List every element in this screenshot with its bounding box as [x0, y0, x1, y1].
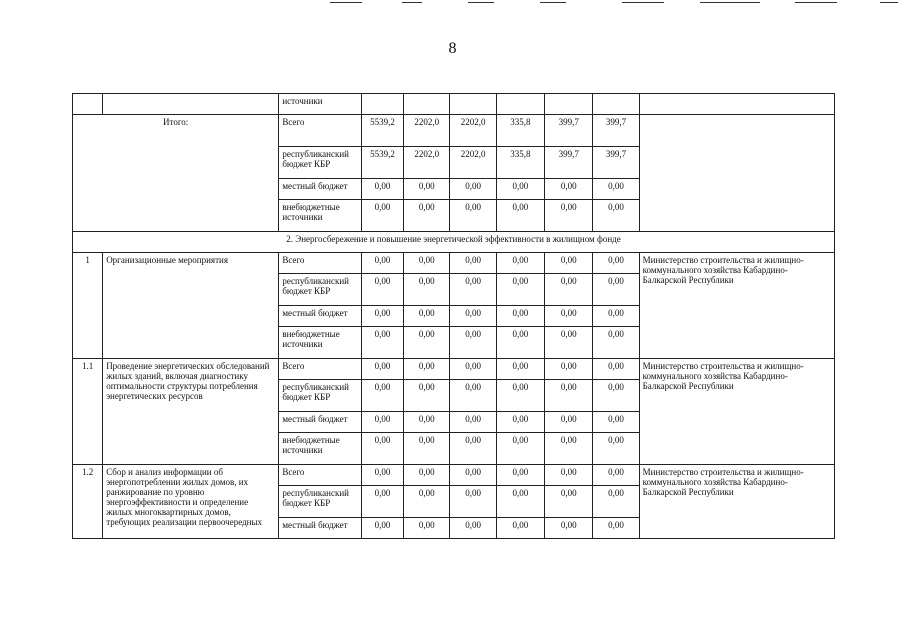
value-cell: 0,00: [361, 200, 403, 232]
section-title: 2. Энергосбережение и повышение энергетической эффективности в жилищном фонде: [73, 232, 835, 253]
value-cell: 0,00: [496, 380, 544, 412]
source-cell: внебюджетные источники: [279, 327, 362, 359]
executor-cell: [639, 94, 834, 115]
value-cell: 5539,2: [361, 115, 403, 147]
item-name: Организационные мероприятия: [103, 253, 279, 359]
executor-cell: Министерство строительства и жилищно-коммунального хозяйства Кабардино-Балкарской Республики: [639, 253, 834, 359]
source-cell: местный бюджет: [279, 179, 362, 200]
value-cell: 0,00: [450, 433, 496, 465]
value-cell: 0,00: [545, 306, 593, 327]
table-row: [73, 465, 835, 486]
value-cell: 0,00: [361, 179, 403, 200]
value-cell: 0,00: [496, 200, 544, 232]
value-cell: 0,00: [496, 327, 544, 359]
value-cell: 0,00: [450, 380, 496, 412]
value-cell: 0,00: [593, 465, 639, 486]
value-cell: 0,00: [545, 380, 593, 412]
value-cell: 0,00: [496, 253, 544, 274]
item-number: 1.2: [73, 465, 103, 539]
source-cell: Всего: [279, 465, 362, 486]
value-cell: 399,7: [545, 147, 593, 179]
value-cell: 0,00: [593, 518, 639, 539]
source-cell: внебюджетные источники: [279, 433, 362, 465]
value-cell: 0,00: [404, 274, 450, 306]
value-cell: 0,00: [361, 380, 403, 412]
value-cell: [404, 94, 450, 115]
value-cell: 0,00: [593, 486, 639, 518]
value-cell: 0,00: [450, 518, 496, 539]
value-cell: 0,00: [450, 412, 496, 433]
total-label: Итого:: [73, 115, 279, 232]
value-cell: 0,00: [404, 327, 450, 359]
value-cell: 0,00: [593, 380, 639, 412]
value-cell: 2202,0: [404, 115, 450, 147]
value-cell: 0,00: [545, 179, 593, 200]
value-cell: 0,00: [545, 412, 593, 433]
value-cell: 0,00: [450, 200, 496, 232]
value-cell: 0,00: [361, 412, 403, 433]
value-cell: 5539,2: [361, 147, 403, 179]
source-cell: Всего: [279, 359, 362, 380]
value-cell: 0,00: [545, 518, 593, 539]
value-cell: 0,00: [593, 359, 639, 380]
value-cell: 0,00: [361, 465, 403, 486]
value-cell: 0,00: [404, 465, 450, 486]
value-cell: 0,00: [496, 412, 544, 433]
value-cell: 0,00: [404, 412, 450, 433]
value-cell: 399,7: [545, 115, 593, 147]
section-row: [73, 232, 835, 253]
name-cell: [103, 94, 279, 115]
value-cell: [496, 94, 544, 115]
source-cell: республиканский бюджет КБР: [279, 486, 362, 518]
executor-cell: Министерство строительства и жилищно-коммунального хозяйства Кабардино-Балкарской Республики: [639, 359, 834, 465]
value-cell: 0,00: [593, 179, 639, 200]
table-row: [73, 253, 835, 274]
source-cell: республиканский бюджет КБР: [279, 274, 362, 306]
value-cell: 0,00: [361, 433, 403, 465]
program-table: [72, 93, 835, 539]
value-cell: 2202,0: [450, 115, 496, 147]
value-cell: 0,00: [361, 486, 403, 518]
value-cell: 0,00: [404, 380, 450, 412]
value-cell: 0,00: [361, 306, 403, 327]
value-cell: 0,00: [593, 274, 639, 306]
value-cell: [545, 94, 593, 115]
item-number: 1.1: [73, 359, 103, 465]
table-row: [73, 359, 835, 380]
value-cell: [593, 94, 639, 115]
source-cell: местный бюджет: [279, 518, 362, 539]
value-cell: 0,00: [404, 518, 450, 539]
value-cell: 0,00: [450, 274, 496, 306]
item-name: Проведение энергетических обследований жилых зданий, включая диагностику оптимальности структуры потребления энергетических ресурсов: [103, 359, 279, 465]
value-cell: 0,00: [545, 253, 593, 274]
value-cell: 0,00: [593, 433, 639, 465]
value-cell: 0,00: [545, 200, 593, 232]
value-cell: 0,00: [361, 253, 403, 274]
value-cell: 0,00: [593, 253, 639, 274]
source-cell: местный бюджет: [279, 412, 362, 433]
page-number: 8: [448, 40, 457, 57]
value-cell: 0,00: [361, 327, 403, 359]
value-cell: 0,00: [496, 465, 544, 486]
source-cell: Всего: [279, 115, 362, 147]
value-cell: 0,00: [404, 486, 450, 518]
value-cell: 0,00: [450, 253, 496, 274]
value-cell: 2202,0: [404, 147, 450, 179]
value-cell: 0,00: [593, 412, 639, 433]
value-cell: 399,7: [593, 115, 639, 147]
value-cell: [361, 94, 403, 115]
source-cell: источники: [279, 94, 362, 115]
value-cell: 0,00: [545, 359, 593, 380]
value-cell: 0,00: [361, 518, 403, 539]
value-cell: 0,00: [404, 200, 450, 232]
value-cell: 0,00: [404, 306, 450, 327]
top-scan-marks: [0, 0, 905, 10]
item-name: Сбор и анализ информации об энергопотреблении жилых домов, их ранжирование по уровню энергоэффективности и определение жилых многоквартирных домов, требующих реализации первоочередных: [103, 465, 279, 539]
value-cell: 335,8: [496, 115, 544, 147]
value-cell: 0,00: [496, 179, 544, 200]
value-cell: 0,00: [545, 433, 593, 465]
value-cell: 0,00: [450, 306, 496, 327]
source-cell: республиканский бюджет КБР: [279, 147, 362, 179]
value-cell: 0,00: [496, 274, 544, 306]
num-cell: [73, 94, 103, 115]
value-cell: 2202,0: [450, 147, 496, 179]
executor-cell: [639, 115, 834, 232]
value-cell: 0,00: [545, 465, 593, 486]
item-number: 1: [73, 253, 103, 359]
value-cell: 0,00: [404, 433, 450, 465]
value-cell: 0,00: [545, 486, 593, 518]
value-cell: 0,00: [545, 327, 593, 359]
source-cell: республиканский бюджет КБР: [279, 380, 362, 412]
value-cell: 0,00: [450, 359, 496, 380]
value-cell: 0,00: [450, 486, 496, 518]
value-cell: 0,00: [496, 433, 544, 465]
value-cell: 0,00: [496, 359, 544, 380]
source-cell: внебюджетные источники: [279, 200, 362, 232]
value-cell: 0,00: [545, 274, 593, 306]
source-cell: Всего: [279, 253, 362, 274]
value-cell: 0,00: [496, 486, 544, 518]
executor-cell: Министерство строительства и жилищно-коммунального хозяйства Кабардино-Балкарской Республики: [639, 465, 834, 539]
value-cell: 0,00: [361, 274, 403, 306]
value-cell: 0,00: [496, 518, 544, 539]
value-cell: 399,7: [593, 147, 639, 179]
table-row: [73, 115, 835, 147]
value-cell: 0,00: [450, 465, 496, 486]
value-cell: 0,00: [593, 306, 639, 327]
value-cell: 0,00: [450, 179, 496, 200]
value-cell: 0,00: [450, 327, 496, 359]
value-cell: 0,00: [593, 327, 639, 359]
source-cell: местный бюджет: [279, 306, 362, 327]
value-cell: [450, 94, 496, 115]
value-cell: 0,00: [404, 253, 450, 274]
value-cell: 0,00: [593, 200, 639, 232]
value-cell: 335,8: [496, 147, 544, 179]
value-cell: 0,00: [404, 179, 450, 200]
value-cell: 0,00: [361, 359, 403, 380]
value-cell: 0,00: [404, 359, 450, 380]
value-cell: 0,00: [496, 306, 544, 327]
table-row: [73, 94, 835, 115]
